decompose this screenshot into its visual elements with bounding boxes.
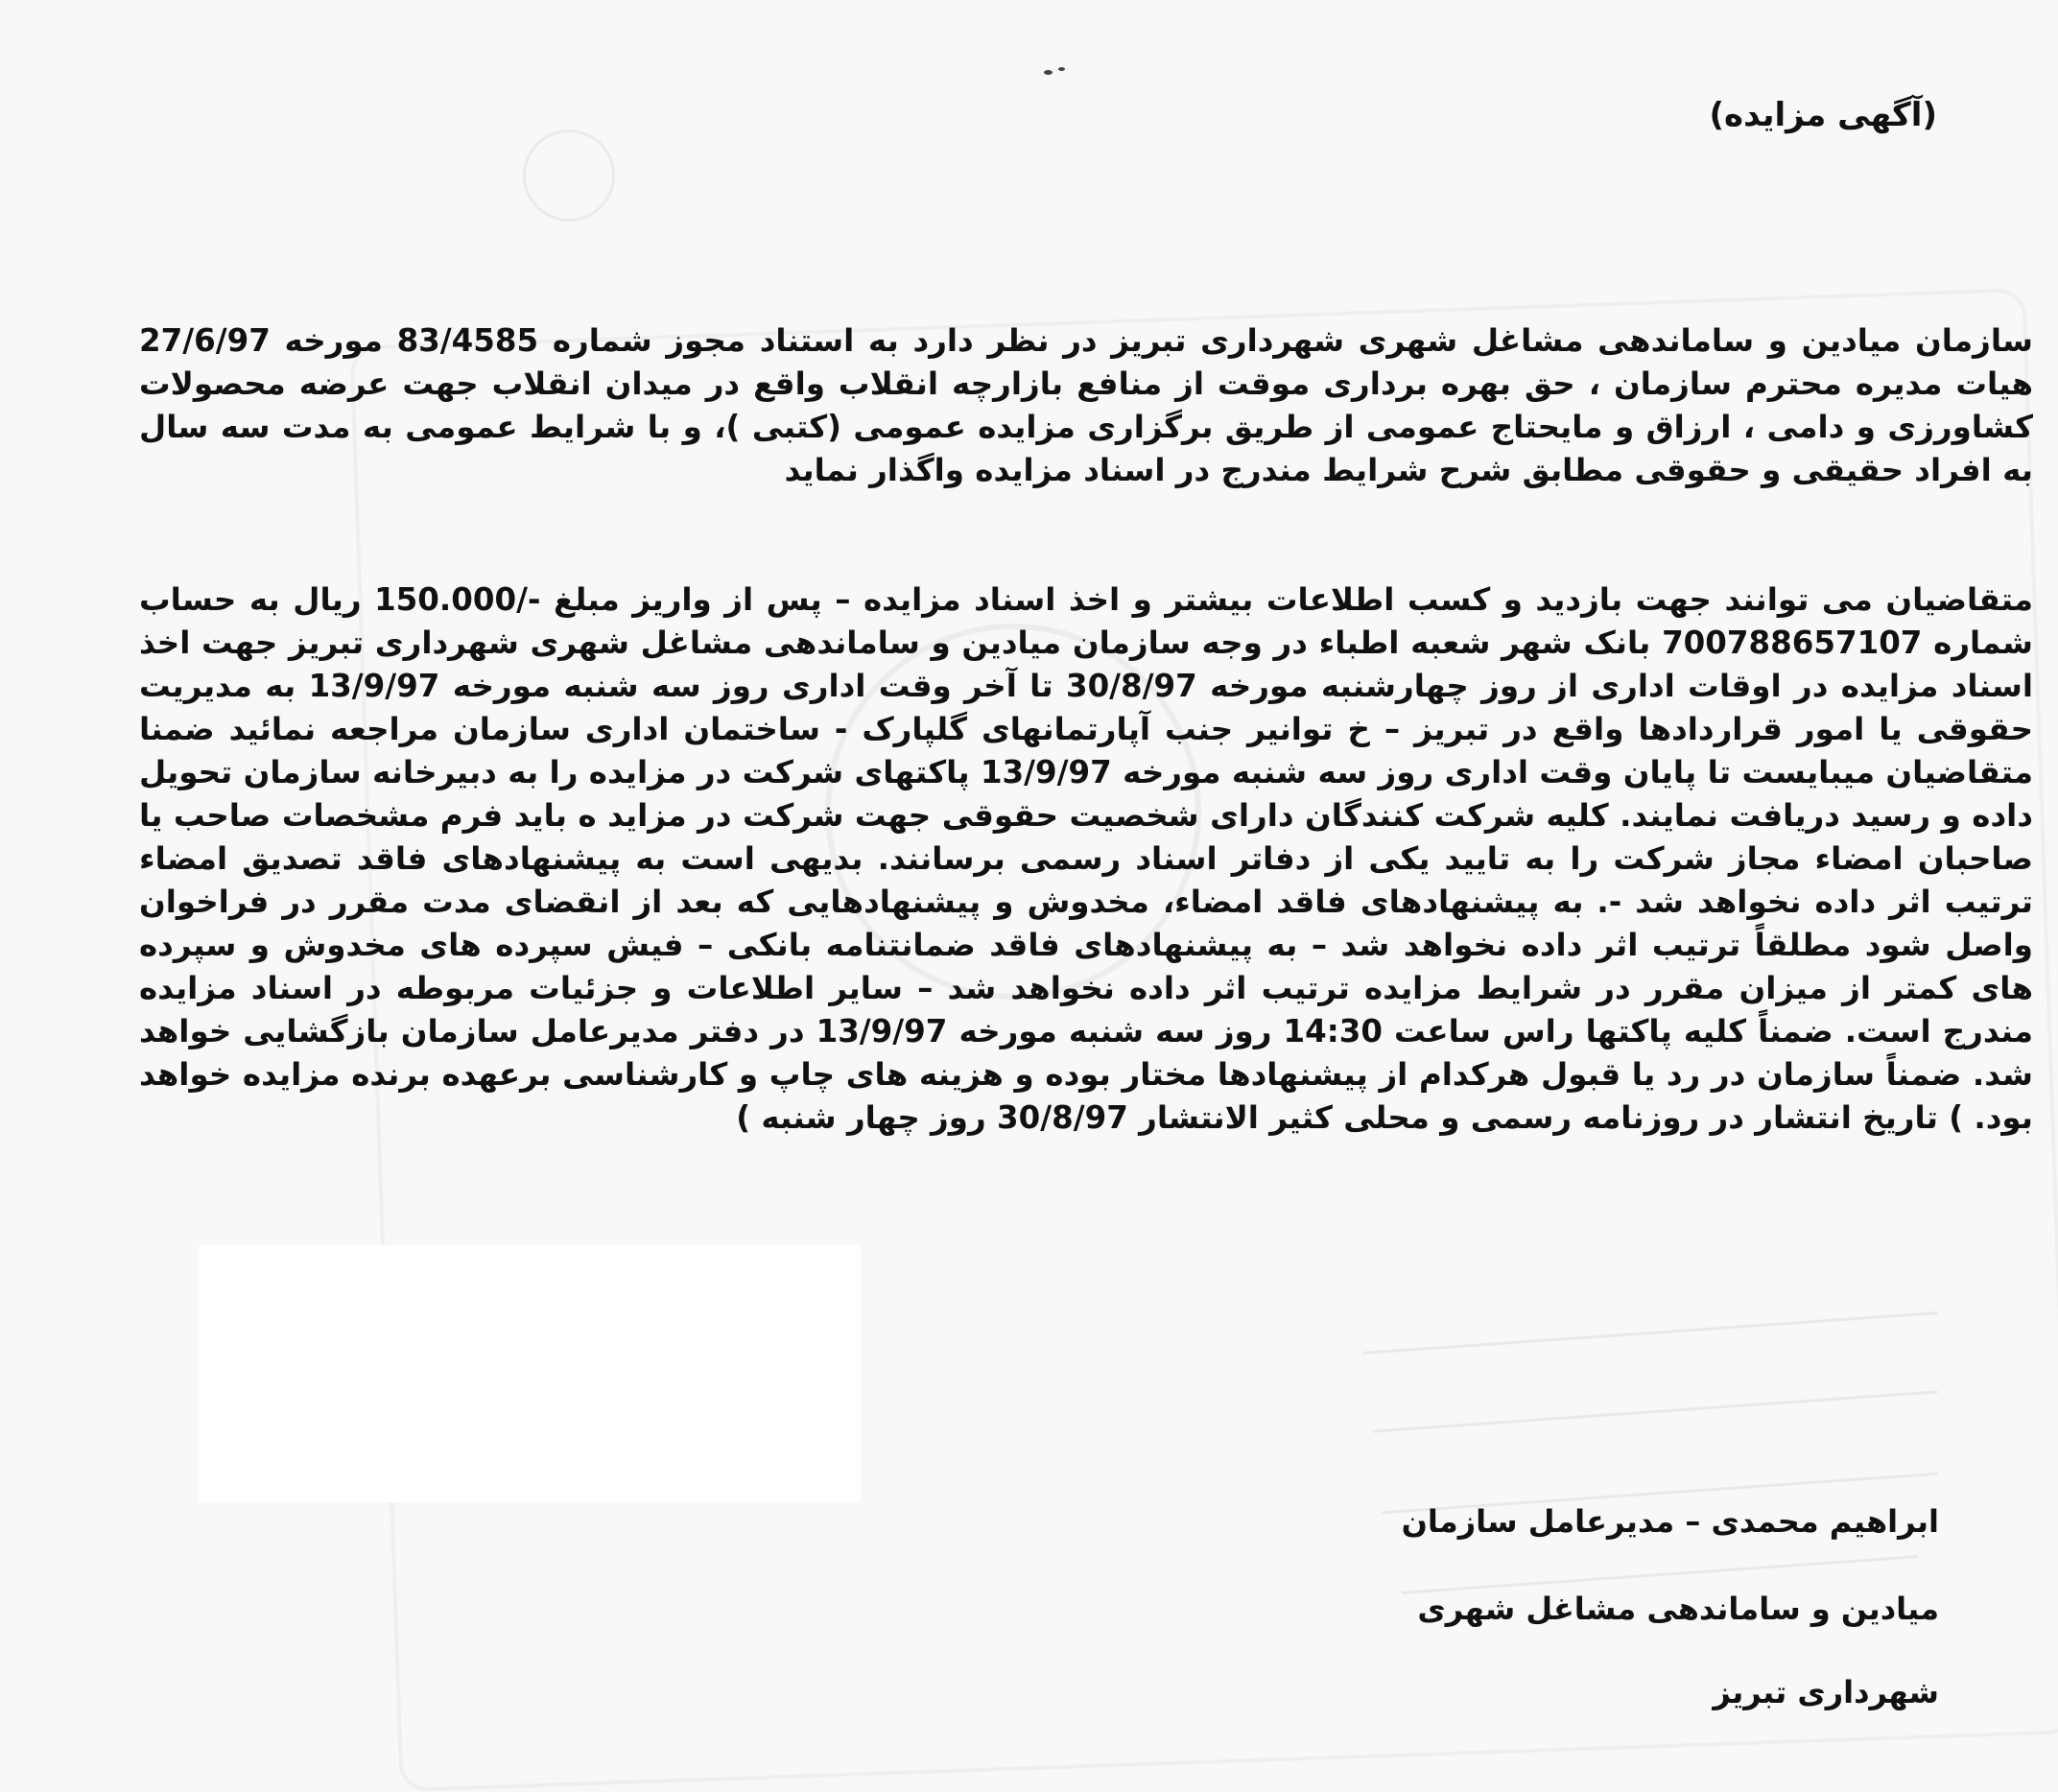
notice-paragraph-intro: سازمان میادین و ساماندهی مشاغل شهری شهرداری تبریز در نظر دارد به استناد مجوز شماره 83/4585 مورخه 27/6/97 هیات مدیره محترم سازمان ، حق بهره برداری موقت از منافع بازارچه انقلاب واقع در میدان انقلاب جهت عرضه محصولات کشاورزی و دامی ، ارزاق و مایحتاج عمومی از طریق برگزاری مزایده عمومی (کتبی )، و با شرایط عمومی به مدت سه سال به افراد حقیقی و حقوقی مطابق شرح شرایط مندرج در اسناد مزایده واگذار نماید xyxy=(139,322,2033,488)
redacted-area xyxy=(199,1245,861,1502)
faded-emblem-icon xyxy=(523,130,615,222)
scan-speck xyxy=(1058,67,1065,71)
scan-speck xyxy=(1044,70,1053,75)
signature-name-line: ابراهیم محمدی – مدیرعامل سازمان xyxy=(1401,1503,1939,1540)
notice-title: (آگهی مزایده) xyxy=(1709,96,1937,134)
notice-paragraph-terms: متقاضیان می توانند جهت بازدید و کسب اطلاعات بیشتر و اخذ اسناد مزایده – پس از واریز مبلغ -/150.000 ریال به حساب شماره 700788657107 بانک شهر شعبه اطباء در وجه سازمان میادین و ساماندهی مشاغل شهری شهرداری تبریز جهت اخذ اسناد مزایده در اوقات اداری از روز چهارشنبه مورخه 30/8/97 تا آخر وقت اداری روز سه شنبه مورخه 13/9/97 به مدیریت حقوقی یا امور قراردادها واقع در تبریز – خ توانیر جنب آپارتمانهای گلپارک - ساختمان اداری سازمان مراجعه نمائید ضمنا متقاضیان میبایست تا پایان وقت اداری روز سه شنبه مورخه 13/9/97 پاکتهای شرکت در مزایده را به دبیرخانه سازمان تحویل داده و رسید دریافت نمایند. کلیه شرکت کنندگان دارای شخصیت حقوقی جهت شرکت در مزاید ه باید فرم مشخصات صاحب یا صاحبان امضاء مجاز شرکت را به تایید یکی از دفاتر اسناد رسمی برسانند. بدیهی است به پیشنهادهای فاقد تصدیق امضاء ترتیب اثر داده نخواهد شد -. به پیشنهادهای فاقد امضاء، مخدوش و پیشنهادهایی که بعد از انقضای مدت مقرر در فراخوان واصل شود مطلقاً ترتیب اثر داده نخواهد شد – به پیشنهادهای فاقد ضمانتنامه بانکی – فیش سپرده های مخدوش و سپرده های کمتر از میزان مقرر در شرایط مزایده ترتیب اثر داده نخواهد شد – سایر اطلاعات و جزئیات مربوطه در اسناد مزایده مندرج است. ضمناً کلیه پاکتها راس ساعت 14:30 روز سه شنبه مورخه 13/9/97 در دفتر مدیرعامل سازمان بازگشایی خواهد شد. ضمناً سازمان در رد یا قبول هرکدام از پیشنهادها مختار بوده و هزینه های چاپ و کارشناسی برعهده برنده مزایده خواهد بود. ) تاریخ انتشار در روزنامه رسمی و محلی کثیر الانتشار 30/8/97 روز چهار شنبه ) xyxy=(139,581,2034,1136)
signature-municipality-line: شهرداری تبریز xyxy=(1713,1674,1939,1710)
signature-organization-line: میادین و ساماندهی مشاغل شهری xyxy=(1417,1591,1939,1627)
